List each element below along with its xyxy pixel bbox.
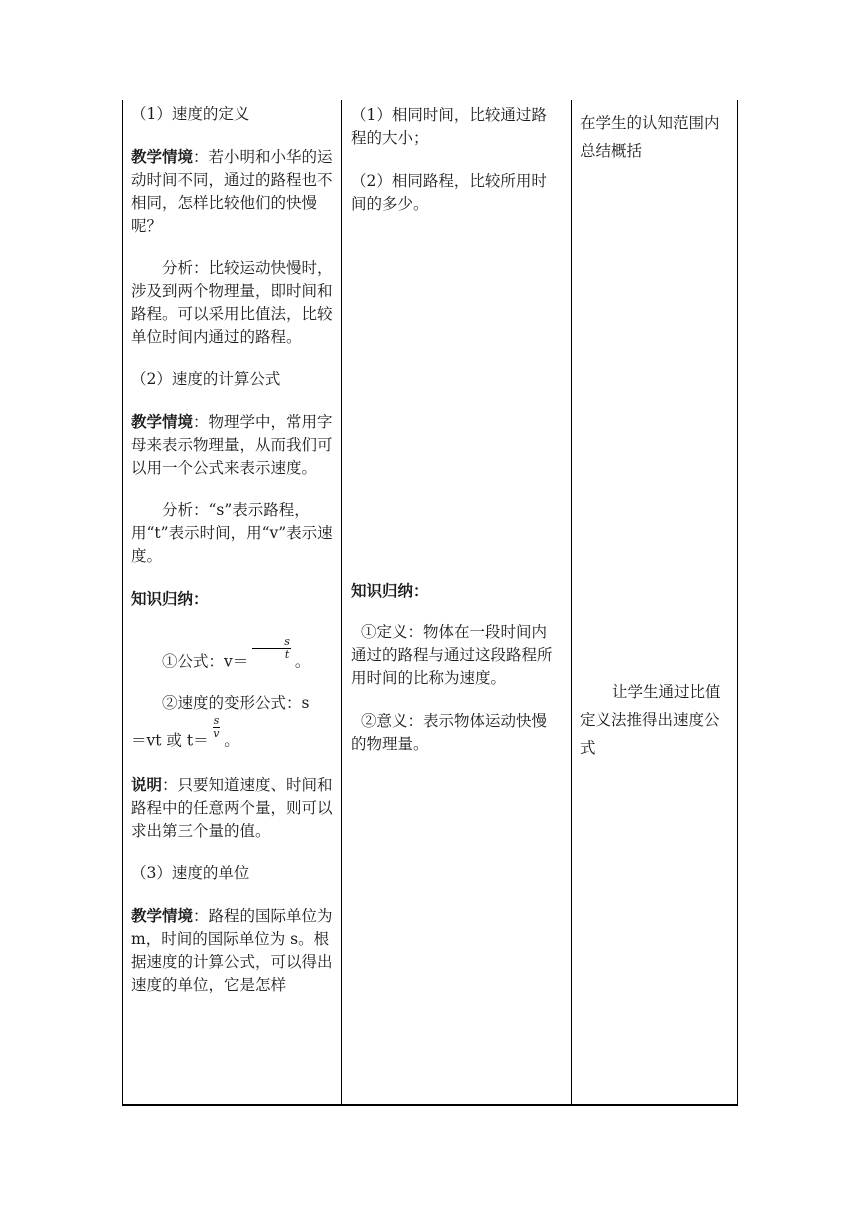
table-border-left [122,100,123,1106]
scenario-label: 教学情境 [131,147,194,166]
analysis-1: 分析：比较运动快慢时，涉及到两个物理量，即时间和路程。可以采用比值法，比较单位时间内通过的路程。 [131,259,333,346]
column-divider-2 [571,100,572,1106]
scenario-label: 教学情境 [131,906,194,925]
student-activity-column [351,100,561,1100]
formula-variant-line1: ②速度的变形公式：s [162,694,310,712]
scenario-text: ：路程的国际单位为 m，时间的国际单位为 s。根据速度的计算公式，可以得出速度的单位，它是怎样 [131,907,333,994]
scenario-text: ：物理学中，常用字母来表示物理量，从而我们可以用一个公式来表示速度。 [131,413,333,477]
note [131,773,342,843]
comparison-method-2: （2）相同路程，比较所用时间的多少。 [351,172,547,213]
formula-variant-line2: ＝vt 或 t＝ $\frac{s}{v}$ 。 [131,714,240,750]
intent-summary: 在学生的认知范围内总结概括 [580,114,720,160]
design-intent-column [580,100,730,1100]
table-border-right [737,100,738,1106]
scenario-text: ：若小明和小华的运动时间不同，通过的路程也不相同，怎样比较他们的快慢呢？ [131,148,333,235]
teaching-scenario-3 [131,904,342,997]
scenario-label: 教学情境 [131,412,194,431]
section-heading-unit: （3）速度的单位 [131,864,250,882]
lesson-table [122,100,738,1106]
section-heading-formula: （2）速度的计算公式 [131,370,281,388]
table-border-bottom [122,1104,738,1106]
note-text: ：只要知道速度、时间和路程中的任意两个量，则可以求出第三个量的值。 [131,776,333,840]
fraction-s-over-v: $\frac{s}{v}$ [213,714,220,740]
knowledge-summary-label: 知识归纳： [131,589,209,608]
speed-definition: ①定义：物体在一段时间内通过的路程与通过这段路程所用时间的比称为速度。 [351,623,553,687]
speed-meaning: ②意义：表示物体运动快慢的物理量。 [351,712,548,753]
comparison-method-1: （1）相同时间，比较通过路程的大小； [351,106,547,147]
section-heading-definition: （1）速度的定义 [131,105,250,123]
content-column [131,100,342,997]
knowledge-summary-label: 知识归纳： [351,581,429,600]
formula-speed: ①公式：v＝ $\frac{s}{t}$ 。 [162,635,311,671]
teaching-scenario-1 [131,145,342,238]
intent-derive-formula: 让学生通过比值定义法推得出速度公式 [580,683,721,757]
teaching-scenario-2 [131,410,342,480]
analysis-2: 分析：“s”表示路程，用“t”表示时间，用“v”表示速度。 [131,501,333,565]
note-label: 说明 [131,775,163,794]
fraction-s-over-t: $\frac{s}{t}$ [252,636,291,661]
